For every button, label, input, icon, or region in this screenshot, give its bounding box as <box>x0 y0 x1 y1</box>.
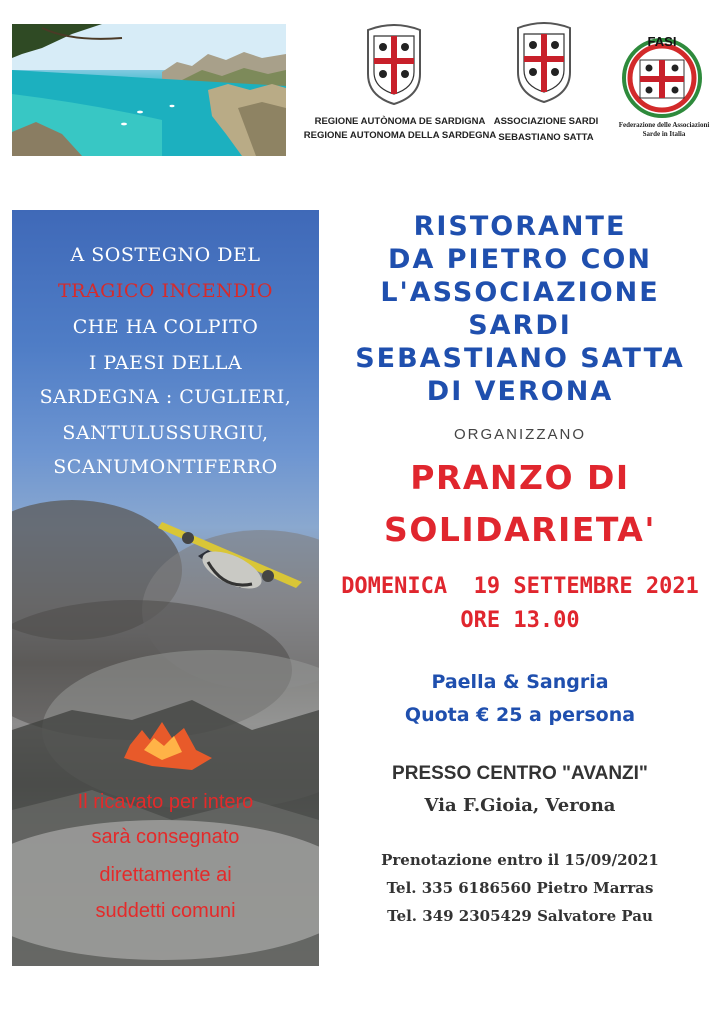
fasi-emblem-icon <box>618 30 706 120</box>
poster-bottom-line4: suddetti comuni <box>95 900 236 922</box>
region-name-line2: REGIONE AUTONOMA DELLA SARDEGNA <box>303 130 497 141</box>
event-title-line3: L'ASSOCIAZIONE <box>380 277 660 308</box>
poster-bottom-line2: sarà consegnato <box>91 826 240 848</box>
poster-line6: SANTULUSSURGIU, <box>62 422 269 444</box>
contact-phone-2: Tel. 349 2305429 Salvatore Pau <box>387 907 653 925</box>
poster-bottom-line1: Il ricavato per intero <box>77 791 254 813</box>
event-title-line5: SEBASTIANO SATTA <box>355 343 685 374</box>
fire-poster <box>12 210 319 966</box>
venue-address: Via F.Gioia, Verona <box>424 795 616 816</box>
event-title-line2: DA PIETRO CON <box>388 244 652 275</box>
poster-line2 <box>12 274 319 308</box>
fasi-caption-line1: Federazione delle Associazioni <box>618 121 710 129</box>
poster-line3: CHE HA COLPITO <box>72 316 259 338</box>
association-name-line2: SEBASTIANO SATTA <box>498 132 594 143</box>
event-title <box>330 210 710 408</box>
event-title-line1: RISTORANTE <box>413 211 627 242</box>
menu-item: Paella & Sangria <box>431 671 609 693</box>
poster-line7: SCANUMONTIFERRO <box>53 456 278 478</box>
region-name-line1: REGIONE AUTÒNOMA DE SARDIGNA <box>314 116 486 127</box>
venue-name: PRESSO CENTRO "AVANZI" <box>392 763 648 784</box>
event-time: ORE 13.00 <box>460 608 580 633</box>
poster-line4: I PAESI DELLA <box>88 352 243 374</box>
association-crest-icon <box>512 22 576 106</box>
fasi-logo-text: FASI <box>647 34 677 49</box>
event-date <box>330 570 710 638</box>
event-headline-line1: PRANZO DI <box>410 458 630 497</box>
price-label: Quota € 25 a persona <box>404 704 636 726</box>
fasi-caption <box>612 121 716 139</box>
event-title-line6: DI VERONA <box>426 376 614 407</box>
sardinia-crest-icon <box>362 24 426 108</box>
association-name-line1: ASSOCIAZIONE SARDI <box>493 116 599 127</box>
event-title-line4: SARDI <box>468 310 572 341</box>
booking-deadline: Prenotazione entro il 15/09/2021 <box>381 851 659 869</box>
poster-bottom-line3: direttamente ai <box>99 864 232 886</box>
poster-line1: A SOSTEGNO DEL <box>70 244 261 266</box>
organizzano-label: ORGANIZZANO <box>453 426 586 443</box>
event-venue <box>330 758 710 822</box>
event-headline <box>330 452 710 556</box>
coastline-photo <box>12 24 286 156</box>
poster-line2-text: TRAGICO INCENDIO <box>57 280 273 302</box>
fasi-caption-line2: Sarde in Italia <box>642 130 686 138</box>
poster-line5: SARDEGNA : CUGLIERI, <box>39 386 292 408</box>
event-headline-line2: SOLIDARIETA' <box>384 510 656 549</box>
contact-phone-1: Tel. 335 6186560 Pietro Marras <box>386 879 654 897</box>
event-date-text: DOMENICA 19 SETTEMBRE 2021 <box>341 574 699 599</box>
event-menu <box>330 666 710 732</box>
event-contacts <box>330 846 710 930</box>
